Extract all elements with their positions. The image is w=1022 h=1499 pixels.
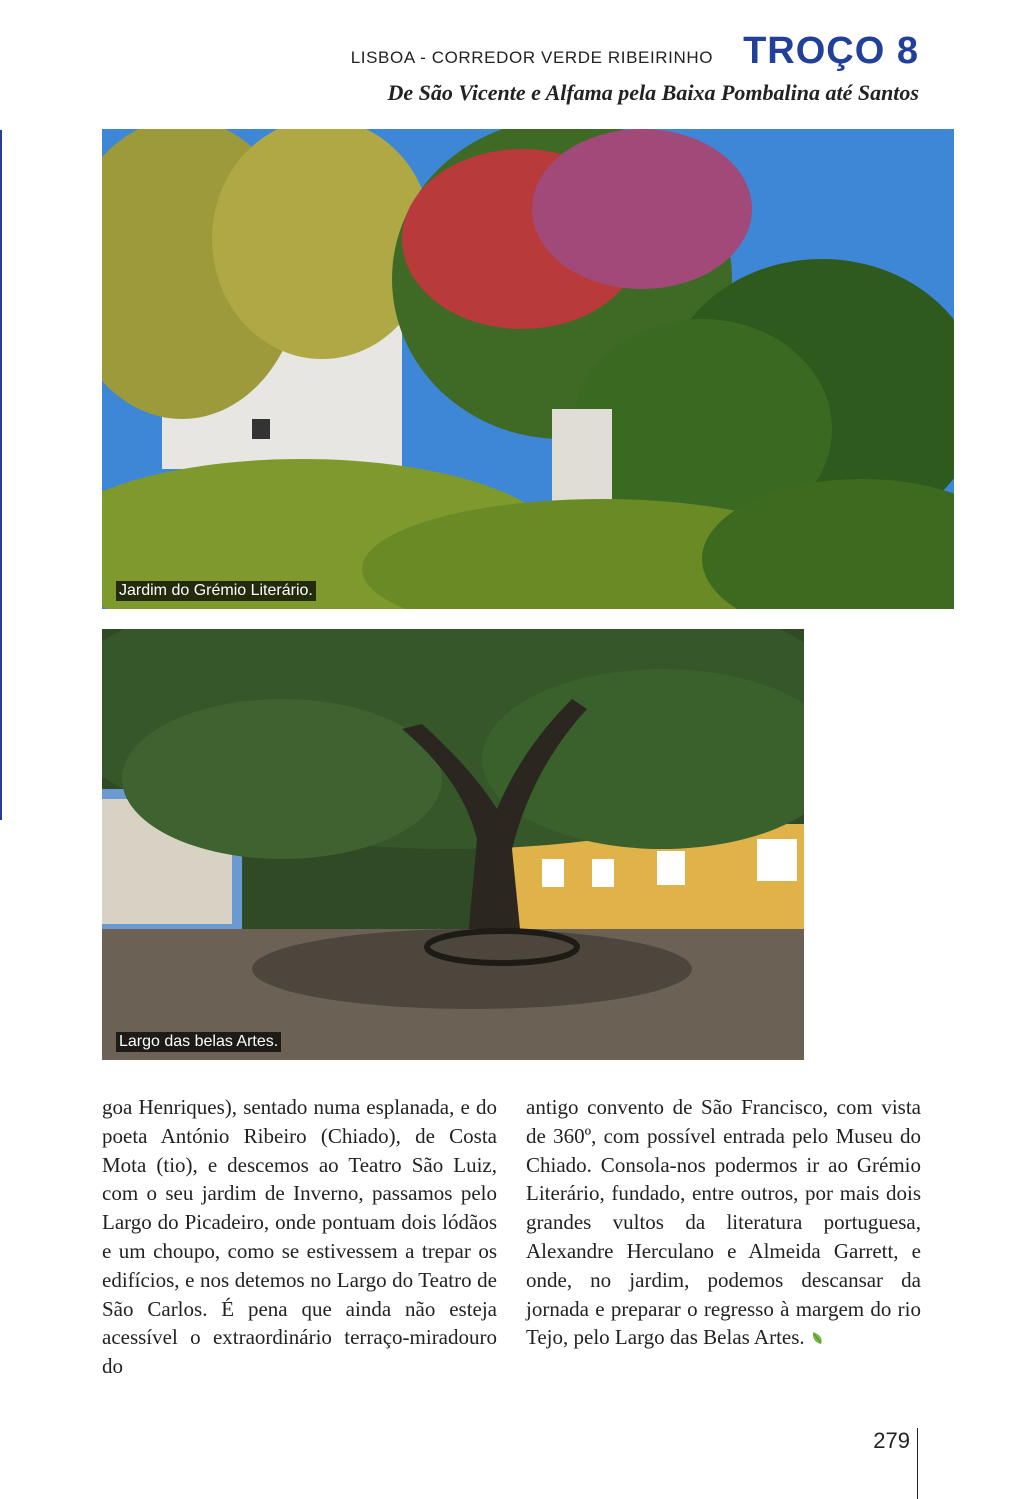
photo-largo-belas-artes: [102, 629, 804, 1060]
body-column-1: [102, 1093, 497, 1381]
body-column-2: [526, 1093, 921, 1354]
leaf-icon: [811, 1325, 825, 1354]
garden-photo-illustration: [102, 129, 954, 609]
edge-color-bar: [0, 130, 2, 820]
route-subtitle: De São Vicente e Alfama pela Baixa Pombalina até Santos: [387, 80, 919, 105]
body-column-2-text: antigo convento de São Francisco, com vista de 360º, com possível entrada pelo Museu do Chiado. Consola-nos podermos ir ao Grémio Literário, fundado, entre outros, por mais dois grandes vultos da literatura portuguesa, Alexandre Herculano e Almeida Garrett, e onde, no jardim, podemos descansar da jornada e preparar o regresso à margem do rio Tejo, pelo Largo das Belas Artes.: [526, 1095, 921, 1350]
photo-caption: Largo das belas Artes.: [116, 1032, 281, 1052]
page-header: [351, 30, 919, 78]
square-photo-illustration: [102, 629, 804, 1060]
page-number: 279: [873, 1428, 910, 1453]
series-title: LISBOA - CORREDOR VERDE RIBEIRINHO: [350, 48, 714, 67]
section-title: TROÇO 8: [743, 30, 919, 72]
photo-jardim-gremio-literario: [102, 129, 954, 609]
body-column-1-text: goa Henriques), sentado numa esplanada, e do poeta António Ribeiro (Chiado), de Costa Mota (tio), e descemos ao Teatro São Luiz, com o seu jardim de Inverno, passamos pelo Largo do Picadeiro, onde pontuam dois lódãos e um choupo, como se estivessem a trepar os edifícios, e nos detemos no Largo do Teatro de São Carlos. É pena que ainda não esteja acessível o extraordinário terraço-miradouro do: [102, 1095, 497, 1379]
page-number-rule: [917, 1428, 918, 1499]
photo-caption: Jardim do Grémio Literário.: [116, 581, 316, 601]
